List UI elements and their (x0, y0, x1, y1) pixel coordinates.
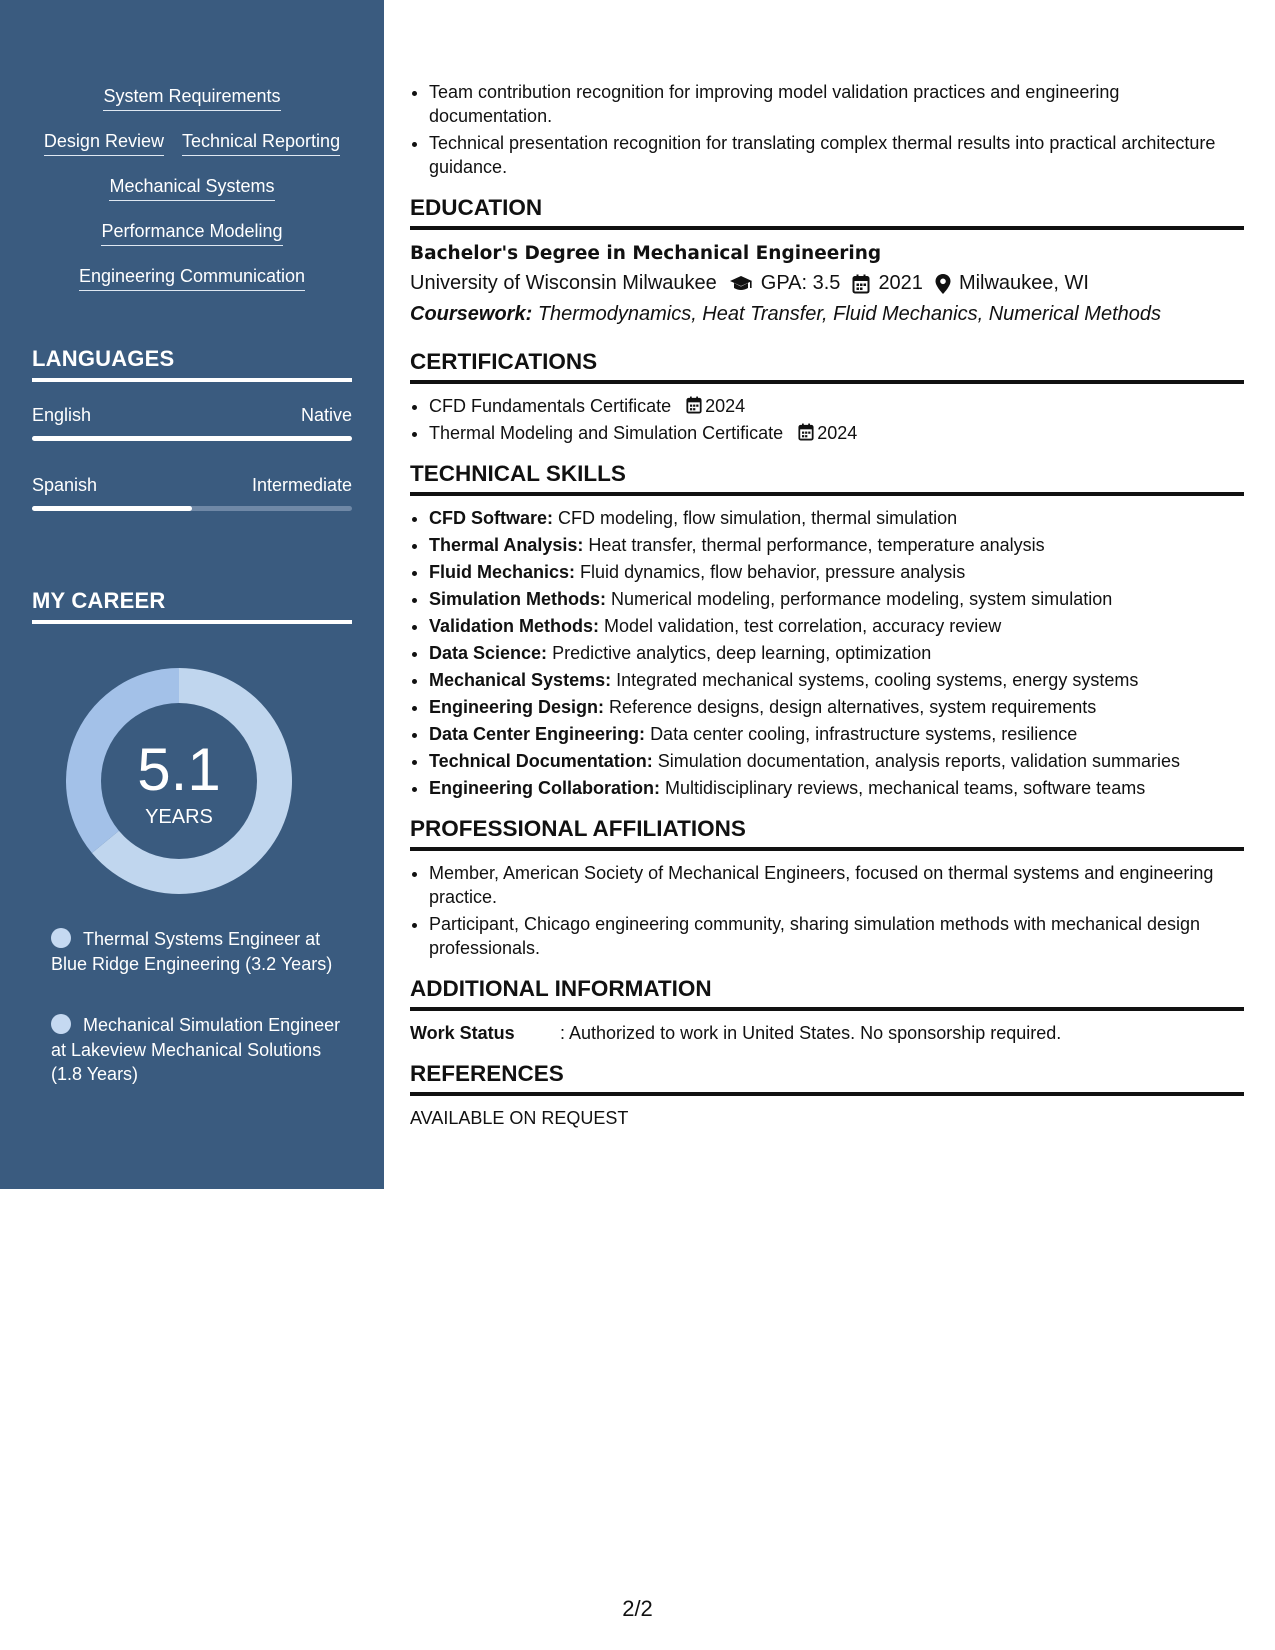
list-item (429, 695, 1244, 719)
list-item (429, 722, 1244, 746)
legend-dot (51, 928, 71, 948)
legend-dot (51, 1014, 71, 1034)
list-item (429, 614, 1244, 638)
career-item (51, 1013, 341, 1087)
list-item (429, 587, 1244, 611)
list-item (429, 394, 1244, 418)
skill-details: Multidisciplinary reviews, mechanical teams, software teams (665, 778, 1146, 798)
skill-category: Simulation Methods: (429, 589, 606, 609)
skill-tag-row (0, 219, 384, 264)
skill-category: Fluid Mechanics: (429, 562, 576, 582)
language-bar (32, 436, 352, 441)
skill-category: Engineering Design: (429, 697, 605, 717)
skill-details: CFD modeling, flow simulation, thermal simulation (558, 508, 958, 528)
skill-tag-row (0, 264, 384, 309)
language-bar (32, 506, 352, 511)
skill-tag-row (0, 129, 384, 174)
language-name: English (32, 405, 92, 425)
calendar-icon (686, 396, 702, 414)
skill-category: Engineering Collaboration: (429, 778, 661, 798)
list-item (429, 560, 1244, 584)
skill-category: Data Science: (429, 643, 548, 663)
work-status-value: : Authorized to work in United States. No sponsorship required. (560, 1023, 1062, 1043)
skill-category: Technical Documentation: (429, 751, 653, 771)
additional-info-heading: ADDITIONAL INFORMATION (410, 976, 1244, 1011)
awards-list (410, 80, 1244, 179)
career-years-label: YEARS (145, 806, 213, 828)
affiliations-heading: PROFESSIONAL AFFILIATIONS (410, 816, 1244, 851)
skill-tag[interactable]: Performance Modeling (101, 219, 282, 246)
technical-skills-heading: TECHNICAL SKILLS (410, 461, 1244, 496)
career-donut-chart (66, 668, 292, 894)
list-item (429, 506, 1244, 530)
list-item (429, 533, 1244, 557)
skill-details: Reference designs, design alternatives, system requirements (609, 697, 1097, 717)
gpa: GPA: 3.5 (760, 272, 841, 294)
languages-heading: LANGUAGES (32, 346, 352, 382)
career-item-label: Thermal Systems Engineer at Blue Ridge Engineering (3.2 Years) (51, 929, 333, 974)
certification-name: Thermal Modeling and Simulation Certificate (429, 423, 784, 443)
skill-details: Simulation documentation, analysis reports, validation summaries (657, 751, 1180, 771)
work-status-label: Work Status (410, 1023, 515, 1043)
list-item (429, 668, 1244, 692)
career-item (51, 927, 341, 976)
skill-details: Model validation, test correlation, accuracy review (604, 616, 1002, 636)
skill-category: Thermal Analysis: (429, 535, 584, 555)
skill-tag-row (0, 174, 384, 219)
skill-details: Heat transfer, thermal performance, temperature analysis (588, 535, 1045, 555)
language-bar-fill (32, 506, 192, 511)
language-english (32, 405, 352, 441)
list-item (429, 641, 1244, 665)
coursework (410, 299, 1244, 329)
calendar-icon (852, 274, 870, 294)
graduation-cap-icon (729, 275, 753, 293)
skill-details: Data center cooling, infrastructure systems, resilience (650, 724, 1078, 744)
list-item: • Participant, Chicago engineering community, sharing simulation methods with mechanical design professionals. (429, 912, 1244, 960)
references-heading: REFERENCES (410, 1061, 1244, 1096)
list-item: • Team contribution recognition for improving model validation practices and engineering documentation. (429, 80, 1244, 128)
calendar-icon (798, 423, 814, 441)
certifications-heading: CERTIFICATIONS (410, 349, 1244, 384)
references-text: AVAILABLE ON REQUEST (410, 1108, 629, 1128)
skill-category: Mechanical Systems: (429, 670, 612, 690)
certifications-list (410, 394, 1244, 445)
career-total-years: 5.1 (137, 736, 221, 803)
skill-details: Integrated mechanical systems, cooling systems, energy systems (616, 670, 1139, 690)
skill-details: Numerical modeling, performance modeling, system simulation (611, 589, 1113, 609)
skill-tag[interactable]: System Requirements (103, 84, 280, 111)
education-location: Milwaukee, WI (958, 272, 1089, 294)
skill-details: Predictive analytics, deep learning, optimization (552, 643, 932, 663)
sidebar (0, 0, 384, 1189)
skill-tags (0, 84, 384, 309)
page-number: 2/2 (622, 1596, 653, 1621)
certification-name: CFD Fundamentals Certificate (429, 396, 672, 416)
education-heading: EDUCATION (410, 195, 1244, 230)
list-item: • Technical presentation recognition for translating complex thermal results into practical architecture guidance. (429, 131, 1244, 179)
language-bar-fill (32, 436, 352, 441)
education-details (410, 268, 1244, 299)
skill-details: Fluid dynamics, flow behavior, pressure analysis (580, 562, 966, 582)
coursework-list: Thermodynamics, Heat Transfer, Fluid Mechanics, Numerical Methods (537, 303, 1161, 325)
list-item (429, 421, 1244, 445)
degree-title: Bachelor's Degree in Mechanical Engineering (410, 243, 882, 264)
graduation-year: 2021 (878, 272, 923, 294)
skill-category: Data Center Engineering: (429, 724, 646, 744)
coursework-label: Coursework: (410, 303, 533, 325)
skill-tag-row (0, 84, 384, 129)
language-level: Native (300, 405, 352, 425)
location-pin-icon (935, 274, 951, 294)
skill-category: Validation Methods: (429, 616, 600, 636)
career-heading: MY CAREER (32, 588, 352, 624)
career-item-label: Mechanical Simulation Engineer at Lakeview Mechanical Solutions (1.8 Years) (51, 1015, 341, 1084)
work-status-row (410, 1021, 1244, 1045)
skill-tag[interactable]: Mechanical Systems (109, 174, 274, 201)
skill-tag[interactable]: Technical Reporting (182, 129, 340, 156)
technical-skills-list (410, 506, 1244, 800)
language-spanish (32, 475, 352, 511)
skill-tag[interactable]: Engineering Communication (79, 264, 305, 291)
main-content (410, 80, 1244, 1130)
list-item: • Member, American Society of Mechanical Engineers, focused on thermal systems and engineering practice. (429, 861, 1244, 909)
skill-tag[interactable]: Design Review (44, 129, 164, 156)
list-item (429, 749, 1244, 773)
school-name: University of Wisconsin Milwaukee (410, 272, 717, 294)
certification-year: 2024 (705, 396, 746, 416)
language-level: Intermediate (251, 475, 352, 495)
skill-category: CFD Software: (429, 508, 554, 528)
certification-year: 2024 (817, 423, 858, 443)
language-name: Spanish (32, 475, 98, 495)
affiliations-list (410, 861, 1244, 960)
list-item (429, 776, 1244, 800)
